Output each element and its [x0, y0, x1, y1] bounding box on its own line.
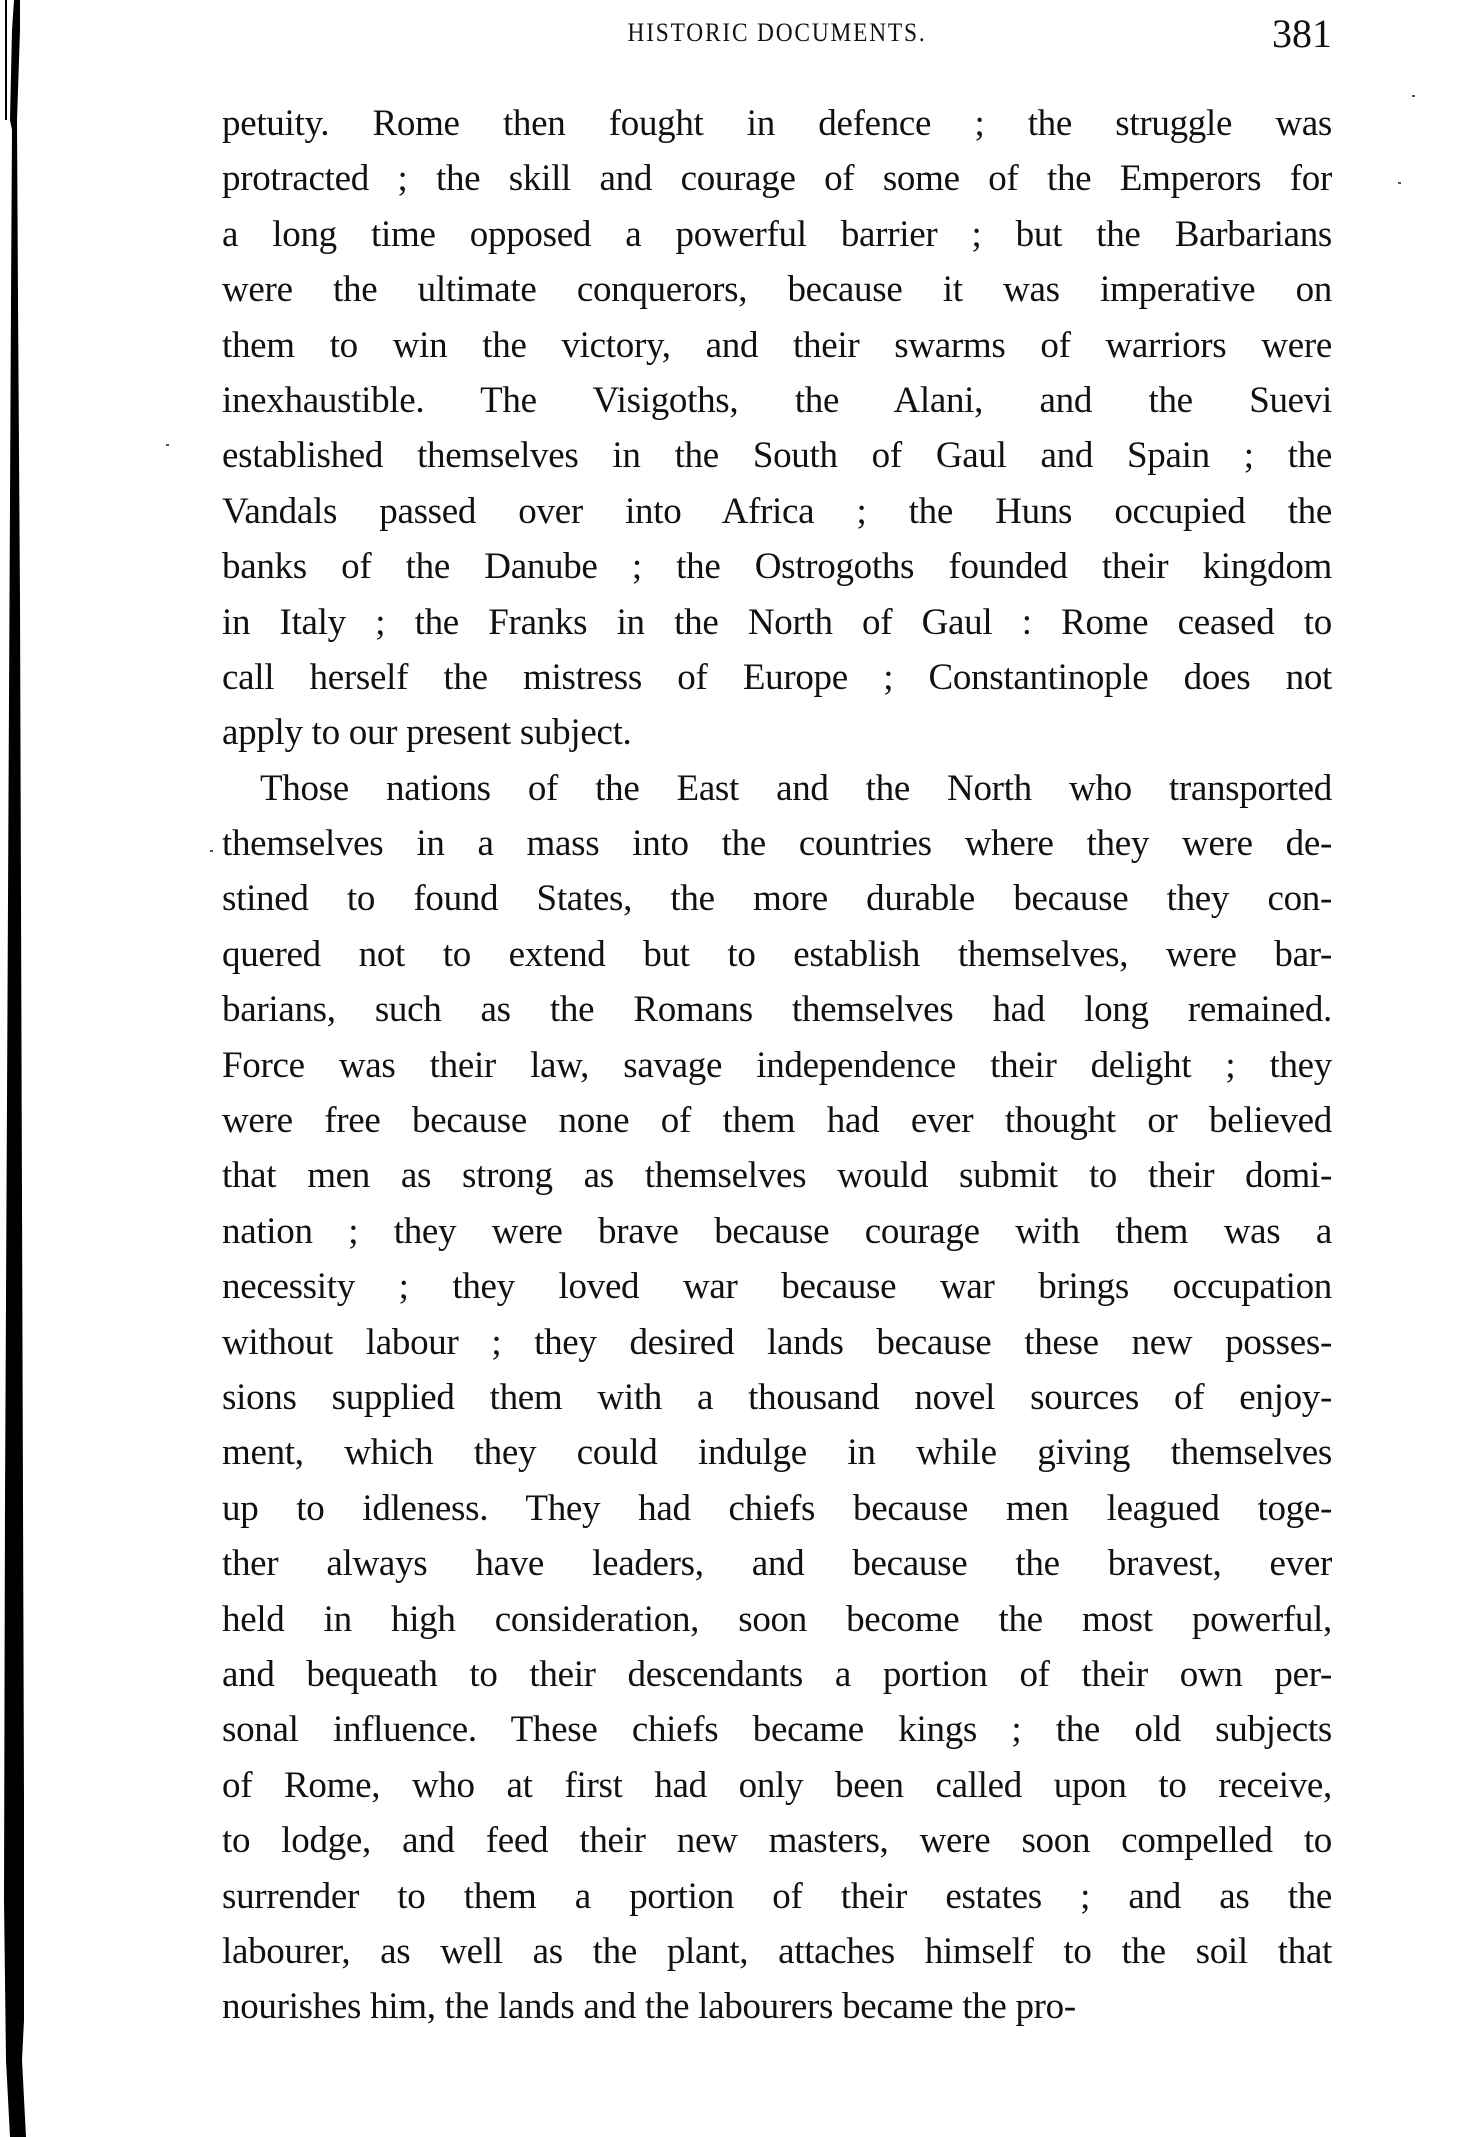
text-line: quered not to extend but to establish themselves, were bar-	[222, 933, 1332, 975]
text-line: sonal influence. These chiefs became kings ; the old subjects	[222, 1709, 1332, 1751]
text-line: were free because none of them had ever thought or believed	[222, 1100, 1332, 1142]
paragraph	[222, 96, 1332, 761]
text-line: surrender to them a portion of their estates ; and as the	[222, 1875, 1332, 1917]
scan-speck	[210, 850, 213, 852]
text-line: a long time opposed a powerful barrier ; but the Barbarians	[222, 213, 1332, 255]
scan-speck	[1398, 182, 1401, 184]
text-line: stined to found States, the more durable because they con-	[222, 878, 1332, 920]
text-line: them to win the victory, and their swarms of warriors were	[222, 324, 1332, 366]
scan-speck	[1412, 95, 1415, 97]
text-line: established themselves in the South of Gaul and Spain ; the	[222, 435, 1332, 477]
binding-shadow-graphic	[0, 0, 30, 2137]
page-number: 381	[1272, 11, 1332, 56]
text-line: Force was their law, savage independence their delight ; they	[222, 1044, 1332, 1086]
text-line: in Italy ; the Franks in the North of Gaul : Rome ceased to	[222, 601, 1332, 643]
text-line: that men as strong as themselves would submit to their domi-	[222, 1155, 1332, 1197]
text-line: ther always have leaders, and because the bravest, ever	[222, 1543, 1332, 1585]
text-line: apply to our present subject.	[222, 712, 632, 754]
text-line: themselves in a mass into the countries where they were de-	[222, 823, 1332, 865]
text-line: sions supplied them with a thousand novel sources of enjoy-	[222, 1376, 1332, 1418]
text-line: to lodge, and feed their new masters, were soon compelled to	[222, 1820, 1332, 1862]
paragraph	[222, 761, 1332, 2035]
text-line: Vandals passed over into Africa ; the Huns occupied the	[222, 490, 1332, 532]
text-line: without labour ; they desired lands because these new posses-	[222, 1321, 1332, 1363]
text-line: Those nations of the East and the North who transported	[260, 767, 1332, 809]
text-line: nation ; they were brave because courage with them was a	[222, 1210, 1332, 1252]
scan-speck	[166, 444, 169, 446]
text-line: were the ultimate conquerors, because it was imperative on	[222, 269, 1332, 311]
body-text	[222, 96, 1332, 2035]
text-line: up to idleness. They had chiefs because men leagued toge-	[222, 1487, 1332, 1529]
running-header	[222, 10, 1332, 60]
text-line: call herself the mistress of Europe ; Constantinople does not	[222, 656, 1332, 698]
text-line: ment, which they could indulge in while giving themselves	[222, 1432, 1332, 1474]
text-line: barians, such as the Romans themselves had long remained.	[222, 989, 1332, 1031]
text-line: and bequeath to their descendants a portion of their own per-	[222, 1653, 1332, 1695]
page-binding-shadow	[0, 0, 30, 2137]
text-line: inexhaustible. The Visigoths, the Alani, and the Suevi	[222, 379, 1332, 421]
text-line: protracted ; the skill and courage of some of the Emperors for	[222, 158, 1332, 200]
text-line: banks of the Danube ; the Ostrogoths founded their kingdom	[222, 546, 1332, 588]
text-line: held in high consideration, soon become the most powerful,	[222, 1598, 1332, 1640]
running-header-title: HISTORIC DOCUMENTS.	[627, 18, 927, 47]
text-line: petuity. Rome then fought in defence ; the struggle was	[222, 103, 1332, 144]
text-line: of Rome, who at first had only been called upon to receive,	[222, 1764, 1332, 1806]
text-line: nourishes him, the lands and the labourers became the pro-	[222, 1986, 1076, 2028]
text-line: labourer, as well as the plant, attaches himself to the soil that	[222, 1930, 1332, 1972]
text-line: necessity ; they loved war because war brings occupation	[222, 1266, 1332, 1308]
